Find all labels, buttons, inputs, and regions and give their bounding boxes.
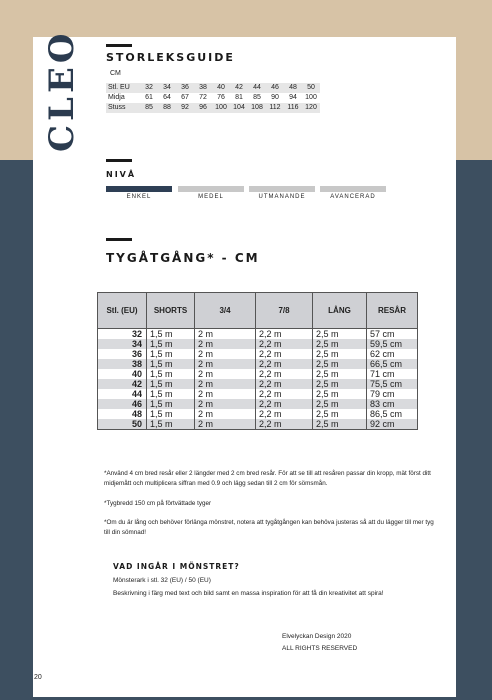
- fabric-cell: 1,5 m: [147, 339, 195, 349]
- level-bar: [320, 186, 386, 192]
- level-bar: [249, 186, 315, 192]
- size-guide-cell: 44: [253, 84, 261, 91]
- fabric-heading: TYGÅTGÅNG* - CM: [106, 251, 260, 265]
- level-bar: [106, 186, 172, 192]
- fabric-cell: 2,2 m: [256, 349, 313, 359]
- size-guide-heading: STORLEKSGUIDE: [106, 51, 235, 64]
- fabric-cell: 2,5 m: [313, 329, 367, 340]
- fabric-row: [98, 339, 418, 349]
- brand-vertical-title: CLEO: [42, 29, 82, 152]
- fabric-cell: 1,5 m: [147, 399, 195, 409]
- size-guide-cell: 92: [181, 104, 189, 111]
- fabric-cell: 62 cm: [367, 349, 418, 359]
- fabric-cell: 59,5 cm: [367, 339, 418, 349]
- fabric-row: [98, 379, 418, 389]
- fabric-cell: 2,2 m: [256, 419, 313, 430]
- fabric-cell: 2,5 m: [313, 379, 367, 389]
- fabric-cell: 2,5 m: [313, 419, 367, 430]
- fabric-cell: 2 m: [195, 339, 256, 349]
- note-elastic: *Använd 4 cm bred resår eller 2 längder med 2 cm bred resår. För att se till att resåren passar din kropp, mät först ditt midjemått och multiplicera siffran med 0.9 och lägg sedan till 2 cm för sömsmån.: [104, 470, 431, 487]
- size-guide-cell: 104: [233, 104, 245, 111]
- note-fabric-width: *Tygbredd 150 cm på förtvättade tyger: [104, 500, 212, 507]
- fabric-size-cell: 40: [98, 369, 147, 379]
- fabric-row: [98, 369, 418, 379]
- fabric-cell: 2 m: [195, 389, 256, 399]
- fabric-cell: 2,5 m: [313, 369, 367, 379]
- size-guide-cell: 100: [305, 94, 317, 101]
- size-guide-cell: 42: [235, 84, 243, 91]
- size-guide-cell: 85: [145, 104, 153, 111]
- fabric-cell: 2,2 m: [256, 329, 313, 340]
- level-bar: [178, 186, 244, 192]
- size-guide-cell: 116: [287, 104, 299, 111]
- size-guide-cell: 32: [145, 84, 153, 91]
- size-guide-cell: 36: [181, 84, 189, 91]
- size-guide-row: [106, 103, 320, 113]
- included-line-2: Beskrivning i färg med text och bild samt en massa inspiration för att få din kreativitet att spira!: [113, 590, 384, 597]
- fabric-cell: 2 m: [195, 359, 256, 369]
- fabric-row: [98, 409, 418, 419]
- size-guide-cell: 50: [307, 84, 315, 91]
- fabric-cell: 2,5 m: [313, 389, 367, 399]
- included-line-1: Mönsterark i stl. 32 (EU) / 50 (EU): [113, 577, 211, 584]
- size-guide-cell: 40: [217, 84, 225, 91]
- level-label: AVANCERAD: [330, 194, 376, 200]
- size-guide-row-label: Stuss: [108, 104, 126, 111]
- size-guide-row-label: Midja: [108, 94, 125, 101]
- fabric-cell: 2 m: [195, 369, 256, 379]
- fabric-size-cell: 32: [98, 329, 147, 340]
- fabric-cell: 2,5 m: [313, 409, 367, 419]
- level-heading: NIVÅ: [106, 170, 137, 179]
- fabric-header-cell: SHORTS: [147, 293, 195, 329]
- size-guide-row-label: Stl. EU: [108, 84, 130, 91]
- section-rule: [106, 159, 132, 162]
- size-guide-row: [106, 83, 320, 93]
- size-guide-cell: 76: [217, 94, 225, 101]
- fabric-cell: 57 cm: [367, 329, 418, 340]
- fabric-cell: 1,5 m: [147, 419, 195, 430]
- fabric-size-cell: 38: [98, 359, 147, 369]
- fabric-table: [97, 292, 418, 430]
- fabric-size-cell: 46: [98, 399, 147, 409]
- fabric-cell: 71 cm: [367, 369, 418, 379]
- fabric-size-cell: 50: [98, 419, 147, 430]
- size-guide-row: [106, 93, 320, 103]
- size-guide-cell: 72: [199, 94, 207, 101]
- fabric-row: [98, 329, 418, 340]
- section-rule: [106, 44, 132, 47]
- fabric-cell: 1,5 m: [147, 359, 195, 369]
- fabric-row: [98, 349, 418, 359]
- size-guide-cell: 90: [271, 94, 279, 101]
- size-guide-cell: 61: [145, 94, 153, 101]
- fabric-header-cell: 3/4: [195, 293, 256, 329]
- level-item: [106, 186, 172, 200]
- fabric-size-cell: 42: [98, 379, 147, 389]
- fabric-cell: 2 m: [195, 379, 256, 389]
- fabric-cell: 2,5 m: [313, 339, 367, 349]
- fabric-cell: 2 m: [195, 329, 256, 340]
- fabric-size-cell: 36: [98, 349, 147, 359]
- size-guide-cell: 100: [215, 104, 227, 111]
- fabric-header-cell: 7/8: [256, 293, 313, 329]
- size-guide-cell: 112: [269, 104, 281, 111]
- fabric-cell: 2,2 m: [256, 359, 313, 369]
- fabric-header-cell: LÅNG: [313, 293, 367, 329]
- section-rule: [106, 238, 132, 241]
- size-guide-cell: 94: [289, 94, 297, 101]
- fabric-row: [98, 389, 418, 399]
- size-guide-cell: 81: [235, 94, 243, 101]
- footer-rights: ALL RIGHTS RESERVED: [282, 645, 358, 652]
- fabric-size-cell: 34: [98, 339, 147, 349]
- size-guide-cell: 67: [181, 94, 189, 101]
- note-lengthen: *Om du är lång och behöver förlänga mönstret, notera att tygåtgången kan behöva justeras så att du lägger till mer tyg till din sömnad!: [104, 519, 434, 536]
- fabric-cell: 1,5 m: [147, 409, 195, 419]
- level-label: MEDEL: [198, 194, 224, 200]
- size-guide-unit: CM: [110, 70, 121, 77]
- fabric-size-cell: 44: [98, 389, 147, 399]
- fabric-cell: 1,5 m: [147, 349, 195, 359]
- size-guide-cell: 85: [253, 94, 261, 101]
- fabric-cell: 1,5 m: [147, 389, 195, 399]
- fabric-row: [98, 419, 418, 430]
- level-label: UTMANANDE: [258, 194, 306, 200]
- fabric-header-cell: RESÅR: [367, 293, 418, 329]
- fabric-cell: 2,5 m: [313, 349, 367, 359]
- fabric-cell: 92 cm: [367, 419, 418, 430]
- fabric-cell: 1,5 m: [147, 329, 195, 340]
- level-item: [249, 186, 315, 200]
- size-guide-cell: 48: [289, 84, 297, 91]
- fabric-row: [98, 359, 418, 369]
- fabric-size-cell: 48: [98, 409, 147, 419]
- size-guide-cell: 120: [305, 104, 317, 111]
- fabric-cell: 1,5 m: [147, 379, 195, 389]
- fabric-cell: 2,2 m: [256, 339, 313, 349]
- footer-company: Elvelyckan Design 2020: [282, 633, 352, 640]
- fabric-cell: 2,2 m: [256, 369, 313, 379]
- fabric-cell: 2,2 m: [256, 379, 313, 389]
- size-guide-cell: 96: [199, 104, 207, 111]
- fabric-cell: 2,2 m: [256, 409, 313, 419]
- size-guide-cell: 34: [163, 84, 171, 91]
- fabric-cell: 83 cm: [367, 399, 418, 409]
- fabric-row: [98, 399, 418, 409]
- size-guide-cell: 46: [271, 84, 279, 91]
- fabric-header-cell: Stl. (EU): [98, 293, 147, 329]
- fabric-cell: 86,5 cm: [367, 409, 418, 419]
- fabric-cell: 2,5 m: [313, 399, 367, 409]
- level-label: ENKEL: [126, 194, 152, 200]
- fabric-cell: 2,5 m: [313, 359, 367, 369]
- fabric-cell: 2 m: [195, 399, 256, 409]
- size-guide-table: [106, 83, 320, 113]
- fabric-cell: 2 m: [195, 349, 256, 359]
- fabric-cell: 2,2 m: [256, 399, 313, 409]
- fabric-cell: 2 m: [195, 419, 256, 430]
- fabric-cell: 1,5 m: [147, 369, 195, 379]
- size-guide-cell: 64: [163, 94, 171, 101]
- fabric-cell: 75,5 cm: [367, 379, 418, 389]
- page-number: 20: [34, 674, 42, 681]
- size-guide-cell: 38: [199, 84, 207, 91]
- fabric-cell: 2,2 m: [256, 389, 313, 399]
- size-guide-cell: 108: [251, 104, 263, 111]
- included-heading: VAD INGÅR I MÖNSTRET?: [113, 562, 240, 571]
- level-item: [320, 186, 386, 200]
- fabric-cell: 66,5 cm: [367, 359, 418, 369]
- fabric-cell: 79 cm: [367, 389, 418, 399]
- size-guide-cell: 88: [163, 104, 171, 111]
- fabric-cell: 2 m: [195, 409, 256, 419]
- level-item: [178, 186, 244, 200]
